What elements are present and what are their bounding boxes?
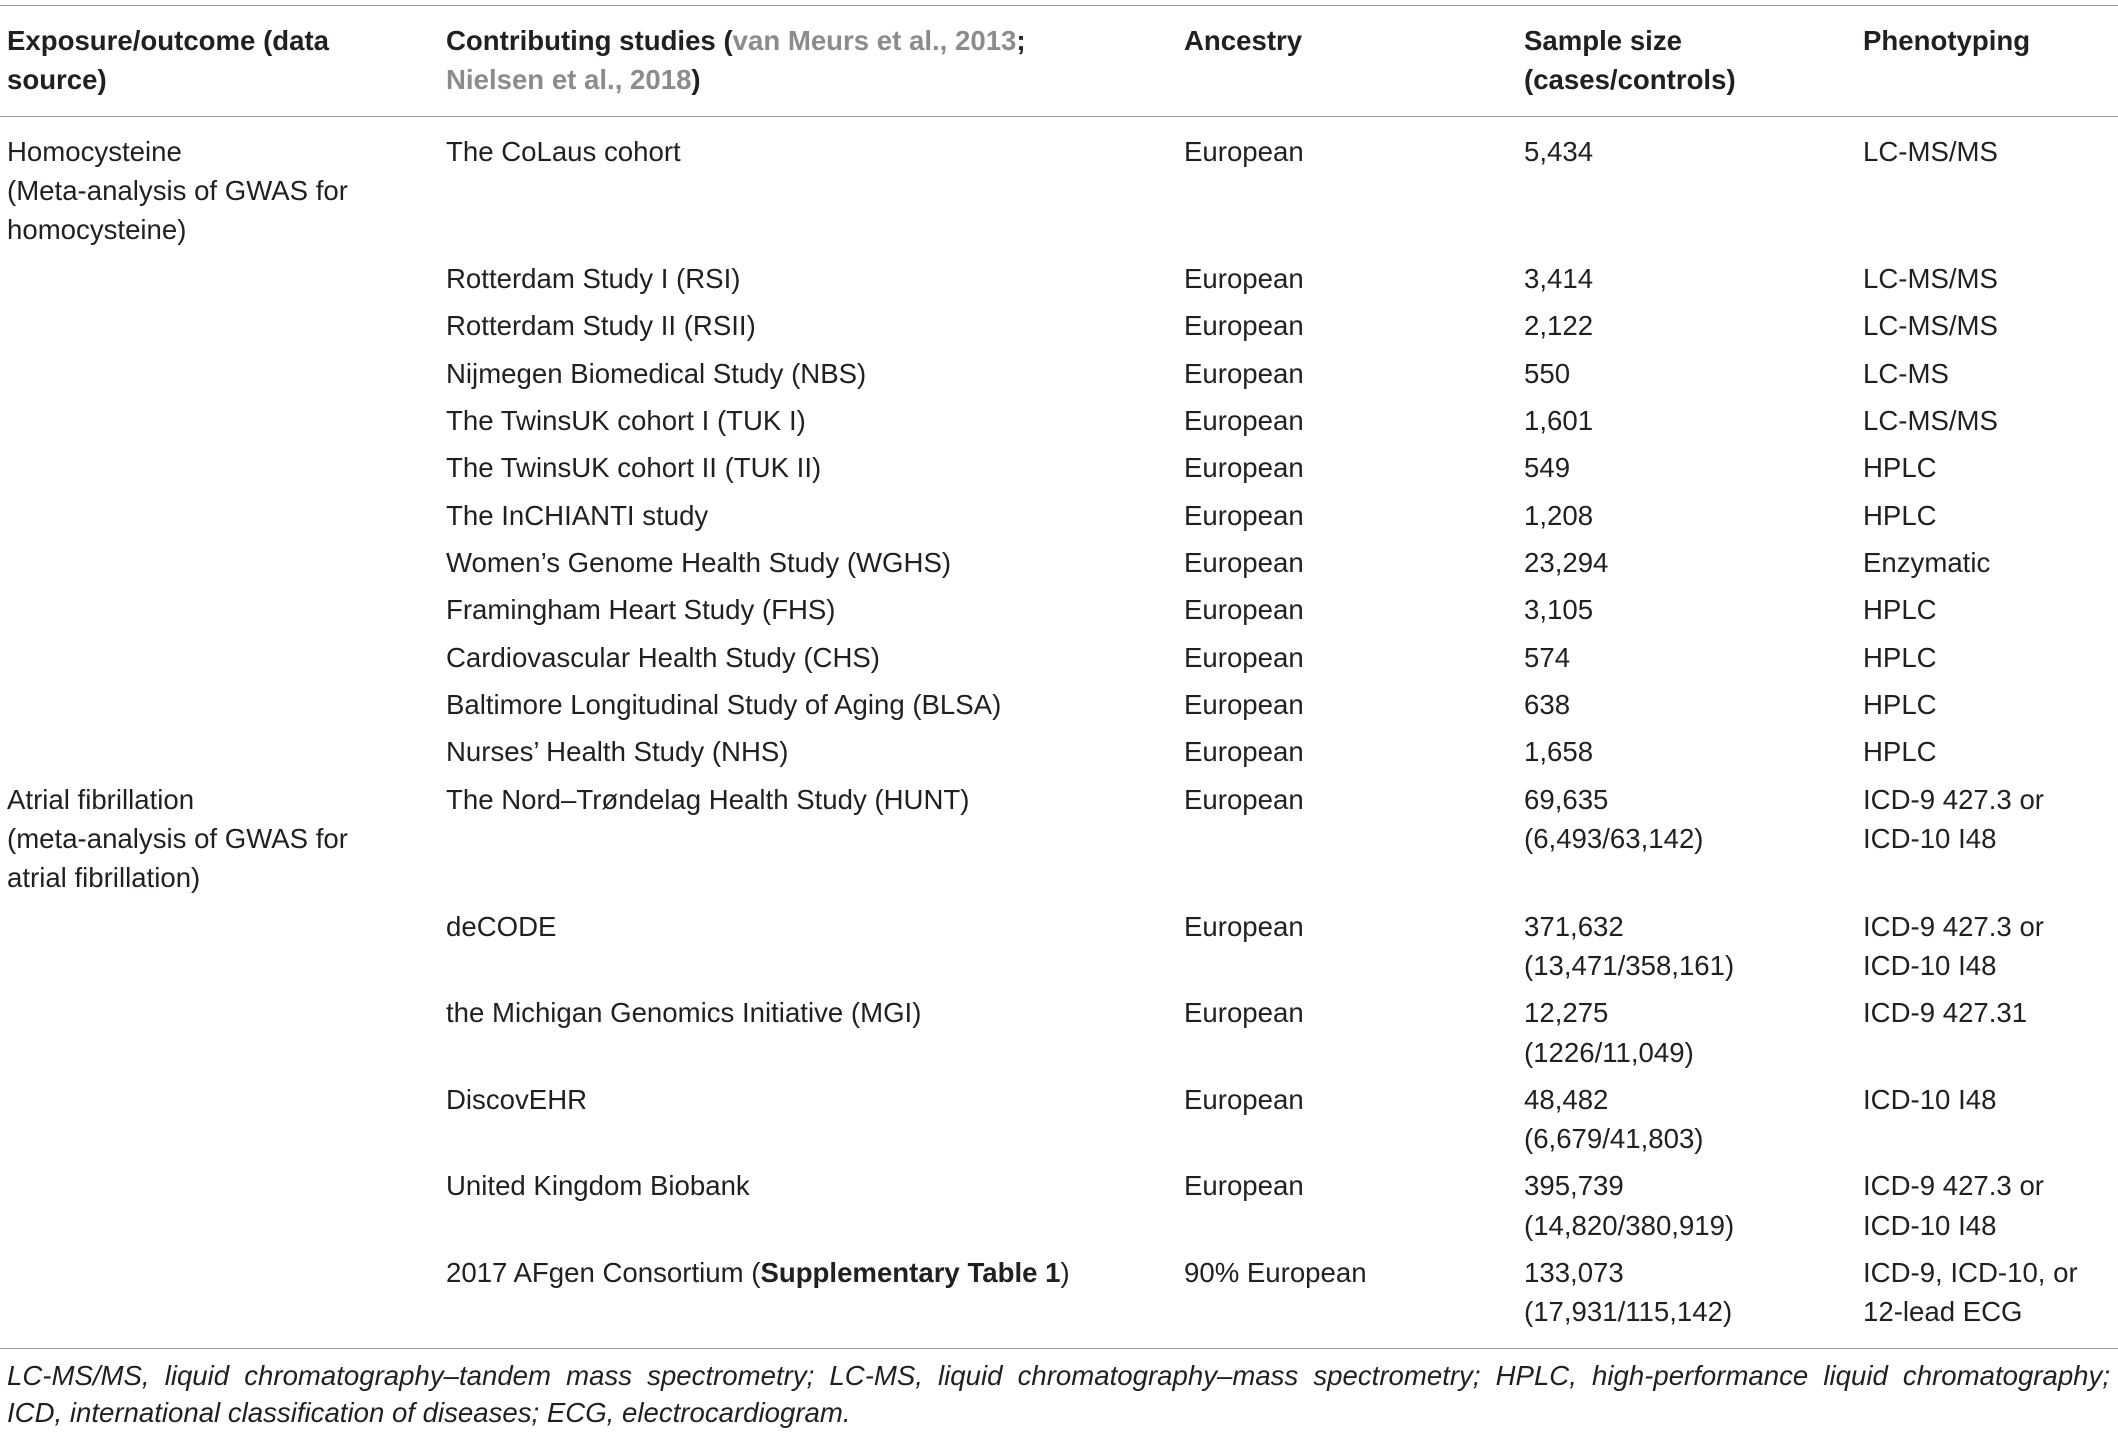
table-row — [0, 989, 2118, 1076]
table-cell-study — [446, 590, 1184, 629]
table-row — [0, 117, 2118, 255]
table-cell-exposure — [7, 1166, 446, 1244]
table-cell-ancestry — [1184, 1166, 1524, 1244]
table-cell-phenotyping — [1863, 638, 2115, 677]
table-cell-sample-size — [1524, 780, 1863, 898]
cell-text-line: Enzymatic — [1863, 547, 1991, 578]
table-cell-sample-size — [1524, 907, 1863, 985]
cell-text-line: HPLC — [1863, 688, 1937, 720]
cell-text-line: Nijmegen Biomedical Study (NBS) — [446, 357, 867, 389]
header-text-line: source) — [7, 64, 107, 96]
table-cell-exposure — [7, 780, 446, 898]
cell-text-line: European — [1184, 357, 1304, 389]
table-row — [0, 903, 2118, 990]
cell-text-line: atrial fibrillation) — [7, 862, 201, 894]
column-header-exposure — [7, 21, 446, 99]
table-cell-phenotyping — [1863, 496, 2115, 535]
table-cell-exposure — [7, 496, 446, 535]
table-cell-study — [446, 543, 1184, 582]
cell-text-line: homocysteine) — [7, 214, 187, 246]
data-table — [0, 5, 2118, 1349]
cell-text-line: ICD-9 427.3 or — [1863, 910, 2044, 942]
table-cell-study — [446, 638, 1184, 677]
cell-text-line: Baltimore Longitudinal Study of Aging (BLSA) — [446, 688, 1002, 720]
table-cell-ancestry — [1184, 448, 1524, 487]
cell-text-line: European — [1184, 594, 1304, 626]
cell-text-line: ICD-9 427.31 — [1863, 997, 2028, 1029]
table-cell-phenotyping — [1863, 732, 2115, 771]
table-cell-ancestry — [1184, 1253, 1524, 1331]
table-cell-exposure — [7, 448, 446, 487]
header-text: ) — [691, 64, 701, 96]
table-cell-study — [446, 401, 1184, 440]
cell-text-line: HPLC — [1863, 452, 1937, 484]
cell-text-line: European — [1184, 1083, 1304, 1115]
cell-text-line: European — [1184, 310, 1304, 342]
table-row — [0, 350, 2118, 397]
table-cell-exposure — [7, 907, 446, 985]
table-cell-exposure — [7, 993, 446, 1071]
table-cell-exposure — [7, 685, 446, 724]
cell-text-line: The CoLaus cohort — [446, 135, 681, 167]
header-text-line: Phenotyping — [1863, 25, 2031, 56]
header-text-line — [446, 21, 1184, 60]
table-row — [0, 681, 2118, 728]
table-cell-ancestry — [1184, 259, 1524, 298]
footnote-line: LC-MS/MS, liquid chromatography–tandem mass spectrometry; LC-MS, liquid chromatography–mass spectrometry; HPLC, high-performance liquid chromatography; — [7, 1359, 2110, 1391]
cell-text-line: ICD-9, ICD-10, or — [1863, 1257, 2078, 1289]
cell-text-line: 5,434 — [1524, 135, 1594, 167]
cell-text-line — [446, 1253, 1184, 1292]
table-row — [0, 776, 2118, 903]
cell-text-line: United Kingdom Biobank — [446, 1170, 750, 1202]
column-header-phenotyping — [1863, 21, 2115, 99]
table-footnote — [7, 1349, 2110, 1431]
cell-text-line: 12-lead ECG — [1863, 1296, 2023, 1328]
cell-text-line: European — [1184, 1170, 1304, 1202]
table-cell-ancestry — [1184, 590, 1524, 629]
table-cell-study — [446, 993, 1184, 1071]
cell-text-line: Cardiovascular Health Study (CHS) — [446, 641, 880, 673]
cell-text-line: 90% European — [1184, 1257, 1367, 1289]
table-cell-ancestry — [1184, 907, 1524, 985]
table-row — [0, 255, 2118, 302]
table-cell-phenotyping — [1863, 993, 2115, 1071]
reference-link[interactable]: Nielsen et al., 2018 — [446, 64, 692, 96]
table-cell-ancestry — [1184, 638, 1524, 677]
table-cell-ancestry — [1184, 354, 1524, 393]
table-cell-study — [446, 685, 1184, 724]
table-header-row — [0, 6, 2118, 117]
table-cell-sample-size — [1524, 590, 1863, 629]
cell-text-line: 371,632 — [1524, 910, 1624, 942]
cell-text-line: European — [1184, 736, 1304, 768]
cell-text-line: ICD-9 427.3 or — [1863, 1170, 2044, 1202]
table-cell-exposure — [7, 638, 446, 677]
cell-text-line: ICD-9 427.3 or — [1863, 783, 2044, 815]
table-cell-study — [446, 732, 1184, 771]
table-cell-phenotyping — [1863, 259, 2115, 298]
header-text: Contributing studies ( — [446, 25, 733, 56]
cell-text-line: Women’s Genome Health Study (WGHS) — [446, 547, 952, 578]
table-cell-phenotyping — [1863, 685, 2115, 724]
cell-text-line: 48,482 — [1524, 1083, 1609, 1115]
cell-text-line: 549 — [1524, 452, 1571, 484]
table-row — [0, 586, 2118, 633]
table-page — [0, 5, 2118, 1431]
table-cell-phenotyping — [1863, 401, 2115, 440]
cell-text-line: European — [1184, 263, 1304, 295]
table-cell-sample-size — [1524, 401, 1863, 440]
cell-text-line: Atrial fibrillation — [7, 783, 195, 815]
table-cell-study — [446, 132, 1184, 250]
table-cell-ancestry — [1184, 993, 1524, 1071]
cell-text-line: European — [1184, 405, 1304, 437]
table-cell-exposure — [7, 306, 446, 345]
table-cell-ancestry — [1184, 732, 1524, 771]
header-text-line: (cases/controls) — [1524, 64, 1736, 96]
table-cell-sample-size — [1524, 638, 1863, 677]
table-cell-ancestry — [1184, 780, 1524, 898]
cell-text-line: 574 — [1524, 641, 1571, 673]
table-cell-sample-size — [1524, 543, 1863, 582]
table-cell-sample-size — [1524, 1253, 1863, 1331]
table-cell-phenotyping — [1863, 590, 2115, 629]
table-cell-phenotyping — [1863, 543, 2115, 582]
table-cell-sample-size — [1524, 732, 1863, 771]
cell-text-line: LC-MS/MS — [1863, 405, 1998, 437]
cell-text-line: (6,679/41,803) — [1524, 1123, 1704, 1155]
header-text-line: Ancestry — [1184, 25, 1303, 56]
cell-text-line: The TwinsUK cohort I (TUK I) — [446, 405, 806, 437]
cell-text-line: European — [1184, 135, 1304, 167]
table-cell-phenotyping — [1863, 1080, 2115, 1158]
cell-text-line: Rotterdam Study I (RSI) — [446, 263, 741, 295]
cell-text-line: (17,931/115,142) — [1524, 1296, 1733, 1328]
table-row — [0, 539, 2118, 586]
cell-text-line: 23,294 — [1524, 547, 1609, 578]
cell-text-line: LC-MS — [1863, 357, 1949, 389]
cell-text-line: 3,414 — [1524, 263, 1594, 295]
table-cell-sample-size — [1524, 993, 1863, 1071]
reference-link[interactable]: van Meurs et al., 2013 — [732, 25, 1017, 56]
cell-text-line: Homocysteine — [7, 135, 182, 167]
table-cell-study — [446, 306, 1184, 345]
cell-text-line: 69,635 — [1524, 783, 1609, 815]
table-cell-phenotyping — [1863, 1166, 2115, 1244]
cell-text-line: LC-MS/MS — [1863, 310, 1998, 342]
table-cell-study — [446, 907, 1184, 985]
cell-text-line: 3,105 — [1524, 594, 1594, 626]
table-cell-phenotyping — [1863, 306, 2115, 345]
table-cell-phenotyping — [1863, 354, 2115, 393]
cell-text-line: 550 — [1524, 357, 1571, 389]
table-cell-study — [446, 1166, 1184, 1244]
table-cell-study — [446, 354, 1184, 393]
cell-text-line: European — [1184, 499, 1304, 531]
table-cell-phenotyping — [1863, 780, 2115, 898]
cell-text-line: European — [1184, 910, 1304, 942]
cell-text-line: (meta-analysis of GWAS for — [7, 822, 348, 854]
cell-text-line: ICD-10 I48 — [1863, 950, 1997, 982]
cell-text-line: (13,471/358,161) — [1524, 950, 1735, 982]
cell-text-line: (14,820/380,919) — [1524, 1209, 1735, 1241]
cell-text-line: European — [1184, 641, 1304, 673]
table-row — [0, 634, 2118, 681]
supplementary-table-reference: Supplementary Table 1 — [760, 1257, 1061, 1289]
table-row — [0, 492, 2118, 539]
cell-text-line: the Michigan Genomics Initiative (MGI) — [446, 997, 922, 1029]
table-row — [0, 302, 2118, 349]
table-cell-exposure — [7, 543, 446, 582]
table-cell-study — [446, 259, 1184, 298]
table-row — [0, 444, 2118, 491]
cell-text-line: European — [1184, 547, 1304, 578]
cell-text-line: HPLC — [1863, 641, 1937, 673]
table-cell-sample-size — [1524, 132, 1863, 250]
table-cell-study — [446, 448, 1184, 487]
cell-text: ) — [1060, 1257, 1070, 1289]
cell-text-line: The Nord–Trøndelag Health Study (HUNT) — [446, 783, 970, 815]
cell-text-line: DiscovEHR — [446, 1083, 588, 1115]
cell-text-line: Rotterdam Study II (RSII) — [446, 310, 756, 342]
column-header-ancestry — [1184, 21, 1524, 99]
cell-text-line: 133,073 — [1524, 1257, 1624, 1289]
header-text-line: Sample size — [1524, 25, 1682, 56]
footnote-line: ICD, international classification of diseases; ECG, electrocardiogram. — [7, 1396, 851, 1428]
cell-text-line: ICD-10 I48 — [1863, 822, 1997, 854]
cell-text-line: European — [1184, 452, 1304, 484]
cell-text-line: LC-MS/MS — [1863, 263, 1998, 295]
table-cell-exposure — [7, 354, 446, 393]
table-row — [0, 1249, 2118, 1348]
cell-text-line: (Meta-analysis of GWAS for — [7, 175, 348, 207]
table-cell-ancestry — [1184, 685, 1524, 724]
cell-text-line: European — [1184, 997, 1304, 1029]
table-cell-sample-size — [1524, 685, 1863, 724]
table-cell-sample-size — [1524, 1166, 1863, 1244]
cell-text-line: HPLC — [1863, 736, 1937, 768]
cell-text-line: 638 — [1524, 688, 1571, 720]
table-cell-phenotyping — [1863, 1253, 2115, 1331]
cell-text-line: The InCHIANTI study — [446, 499, 709, 531]
table-cell-sample-size — [1524, 496, 1863, 535]
cell-text-line: 1,208 — [1524, 499, 1594, 531]
table-row — [0, 397, 2118, 444]
table-cell-sample-size — [1524, 1080, 1863, 1158]
table-cell-exposure — [7, 590, 446, 629]
table-cell-sample-size — [1524, 354, 1863, 393]
cell-text-line: The TwinsUK cohort II (TUK II) — [446, 452, 822, 484]
table-row — [0, 1162, 2118, 1249]
cell-text-line: 12,275 — [1524, 997, 1609, 1029]
table-cell-phenotyping — [1863, 907, 2115, 985]
table-cell-study — [446, 1253, 1184, 1331]
cell-text-line: deCODE — [446, 910, 557, 942]
cell-text-line: LC-MS/MS — [1863, 135, 1998, 167]
header-text-line — [446, 60, 1184, 99]
table-cell-exposure — [7, 1253, 446, 1331]
cell-text-line: ICD-10 I48 — [1863, 1209, 1997, 1241]
cell-text-line: Nurses’ Health Study (NHS) — [446, 736, 789, 768]
table-cell-sample-size — [1524, 306, 1863, 345]
table-body — [0, 117, 2118, 1349]
cell-text-line: HPLC — [1863, 594, 1937, 626]
table-cell-ancestry — [1184, 543, 1524, 582]
cell-text-line: (6,493/63,142) — [1524, 822, 1704, 854]
cell-text-line: ICD-10 I48 — [1863, 1083, 1997, 1115]
table-cell-exposure — [7, 132, 446, 250]
table-cell-phenotyping — [1863, 132, 2115, 250]
cell-text-line: Framingham Heart Study (FHS) — [446, 594, 836, 626]
table-cell-study — [446, 1080, 1184, 1158]
cell-text-line: (1226/11,049) — [1524, 1036, 1694, 1068]
cell-text-line: 1,658 — [1524, 736, 1594, 768]
cell-text-line: European — [1184, 783, 1304, 815]
table-row — [0, 1076, 2118, 1163]
cell-text-line: 395,739 — [1524, 1170, 1624, 1202]
table-cell-sample-size — [1524, 448, 1863, 487]
column-header-contributing-studies — [446, 21, 1184, 99]
table-cell-ancestry — [1184, 306, 1524, 345]
table-cell-ancestry — [1184, 401, 1524, 440]
table-cell-ancestry — [1184, 496, 1524, 535]
table-cell-study — [446, 780, 1184, 898]
cell-text: 2017 AFgen Consortium ( — [446, 1257, 761, 1289]
table-cell-exposure — [7, 401, 446, 440]
cell-text-line: 1,601 — [1524, 405, 1594, 437]
table-cell-exposure — [7, 1080, 446, 1158]
table-cell-study — [446, 496, 1184, 535]
table-cell-exposure — [7, 732, 446, 771]
cell-text-line: European — [1184, 688, 1304, 720]
cell-text-line: HPLC — [1863, 499, 1937, 531]
table-cell-exposure — [7, 259, 446, 298]
cell-text-line: 2,122 — [1524, 310, 1594, 342]
table-row — [0, 728, 2118, 775]
header-text: ; — [1016, 25, 1026, 56]
table-cell-ancestry — [1184, 132, 1524, 250]
header-text-line: Exposure/outcome (data — [7, 25, 329, 56]
table-cell-phenotyping — [1863, 448, 2115, 487]
table-cell-ancestry — [1184, 1080, 1524, 1158]
column-header-sample-size — [1524, 21, 1863, 99]
table-cell-sample-size — [1524, 259, 1863, 298]
